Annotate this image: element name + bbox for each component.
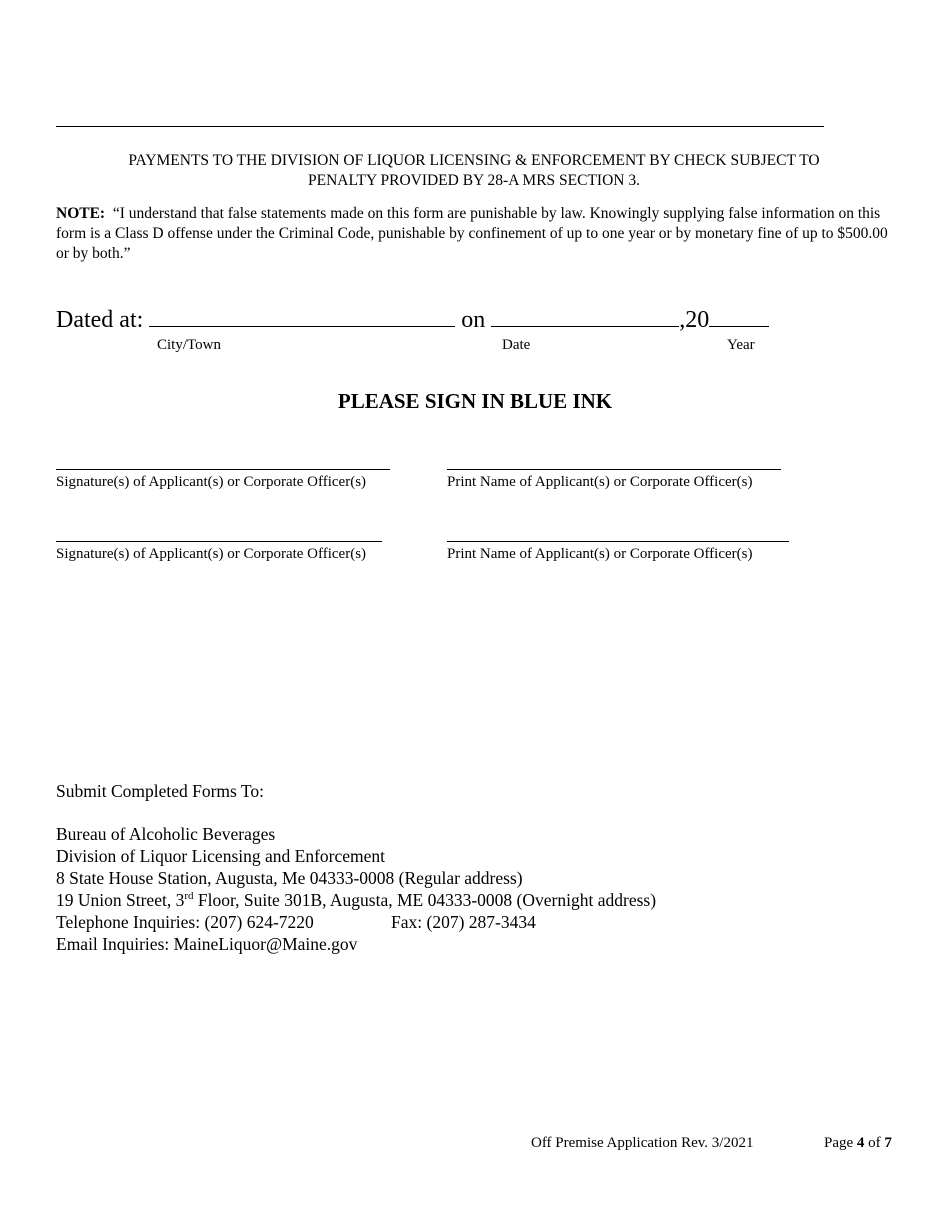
print-name-line-1[interactable] bbox=[447, 469, 781, 470]
year-field[interactable] bbox=[709, 304, 769, 327]
signature-label-2: Signature(s) of Applicant(s) or Corporate Officer(s) bbox=[56, 546, 367, 562]
overnight-address-suffix: Floor, Suite 301B, Augusta, ME 04333-0008 (Overnight address) bbox=[193, 890, 657, 910]
bureau-name: Bureau of Alcoholic Beverages bbox=[56, 824, 276, 844]
city-town-label: City/Town bbox=[157, 337, 221, 353]
top-divider bbox=[56, 126, 824, 127]
dated-on: on bbox=[461, 307, 486, 333]
year-prefix: ,20 bbox=[679, 307, 710, 333]
city-town-field[interactable] bbox=[149, 304, 455, 327]
page-current: 4 bbox=[856, 1135, 865, 1151]
fax-number: Fax: (207) 287-3434 bbox=[391, 912, 536, 932]
division-name: Division of Liquor Licensing and Enforcement bbox=[56, 846, 386, 866]
signature-line-1[interactable] bbox=[56, 469, 390, 470]
form-revision: Off Premise Application Rev. 3/2021 bbox=[531, 1135, 754, 1151]
page-number bbox=[824, 1134, 892, 1152]
dated-row bbox=[56, 304, 769, 336]
email-inquiries: Email Inquiries: MaineLiquor@Maine.gov bbox=[56, 934, 358, 954]
submit-heading: Submit Completed Forms To: bbox=[56, 781, 264, 801]
overnight-address-prefix: 19 Union Street, 3 bbox=[56, 890, 185, 910]
signature-line-2[interactable] bbox=[56, 541, 382, 542]
print-name-label-1: Print Name of Applicant(s) or Corporate Officer(s) bbox=[447, 474, 753, 490]
year-label: Year bbox=[727, 337, 755, 353]
date-label: Date bbox=[502, 337, 531, 353]
regular-address: 8 State House Station, Augusta, Me 04333-0008 (Regular address) bbox=[56, 868, 523, 888]
date-field[interactable] bbox=[491, 304, 679, 327]
overnight-address bbox=[56, 889, 656, 911]
telephone-inquiries: Telephone Inquiries: (207) 624-7220 bbox=[56, 912, 314, 932]
payments-notice bbox=[56, 151, 892, 191]
overnight-address-sup: rd bbox=[184, 890, 194, 903]
page-of: of bbox=[864, 1135, 885, 1151]
dated-prefix: Dated at: bbox=[56, 307, 144, 333]
note-paragraph bbox=[56, 204, 902, 264]
page-total: 7 bbox=[884, 1135, 892, 1151]
sign-heading: PLEASE SIGN IN BLUE INK bbox=[337, 389, 613, 413]
note-text: “I understand that false statements made on this form are punishable by law. Knowingly supplying false information on this form is a Class D offense under the Criminal Code, punishable by confinement of up to one year or by monetary fine of up to $500.00 or by both.” bbox=[56, 205, 888, 262]
print-name-line-2[interactable] bbox=[447, 541, 789, 542]
print-name-label-2: Print Name of Applicant(s) or Corporate Officer(s) bbox=[447, 546, 753, 562]
payments-notice-line1: PAYMENTS TO THE DIVISION OF LIQUOR LICENSING & ENFORCEMENT BY CHECK SUBJECT TO bbox=[128, 152, 820, 169]
payments-notice-line2: PENALTY PROVIDED BY 28-A MRS SECTION 3. bbox=[308, 172, 640, 189]
signature-label-1: Signature(s) of Applicant(s) or Corporate Officer(s) bbox=[56, 474, 367, 490]
note-label: NOTE: bbox=[56, 205, 106, 222]
page-prefix: Page bbox=[824, 1135, 857, 1151]
